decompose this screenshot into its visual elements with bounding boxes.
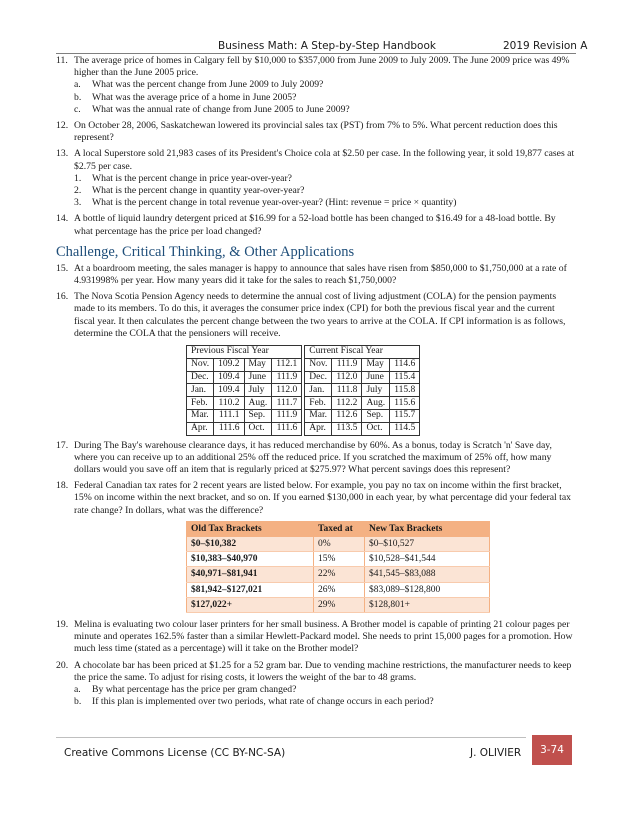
old-bracket-cell: $81,942–$127,021 — [187, 582, 314, 597]
cpi-value: 111.9 — [332, 358, 362, 371]
cpi-month: Dec. — [187, 371, 214, 384]
question-19 — [56, 619, 576, 656]
question-number: 14. — [56, 213, 69, 225]
cpi-row — [187, 422, 420, 435]
question-number: 13. — [56, 148, 69, 160]
sub-text: What was the average price of a home in June 2005? — [92, 91, 297, 103]
sub-text: If this plan is implemented over two periods, what rate of change occurs in each period? — [92, 696, 434, 708]
question-number: 20. — [56, 659, 69, 671]
sub-question — [74, 92, 576, 104]
cpi-value: 114.6 — [390, 358, 420, 371]
tax-row — [187, 567, 490, 582]
cpi-month: Mar. — [305, 410, 332, 423]
question-text: During The Bay's warehouse clearance days, it has reduced merchandise by 60%. As a bonus, today is Scratch 'n' Save day, where you can receive up to an additional 25% off the reduced price. If you scratched the maximum of 25% off, how many dollars would you save off an item that is regularly priced at $275.97? What percent savings does this represent? — [74, 439, 552, 476]
sub-text: What is the percent change in price year-over-year? — [92, 172, 292, 184]
question-text: At a boardroom meeting, the sales manager is happy to announce that sales have risen from $850,000 to $1,750,000 at a rate of 4.931998% per year. How many years did it take for the sales to reach $1,750,000? — [74, 262, 567, 287]
cpi-month: July — [244, 384, 272, 397]
cpi-table — [186, 345, 420, 436]
new-bracket-cell: $128,801+ — [365, 597, 490, 612]
question-text: A local Superstore sold 21,983 cases of its President's Choice cola at $2.50 per case. In the following year, it sold 19,877 cases at $2.75 per case. — [74, 148, 575, 172]
cpi-month: July — [362, 384, 390, 397]
cpi-month: Jan. — [305, 384, 332, 397]
old-bracket-cell: $0–$10,382 — [187, 537, 314, 552]
page-footer — [0, 735, 630, 765]
question-11 — [56, 55, 576, 116]
sub-text: By what percentage has the price per gram changed? — [92, 684, 297, 696]
cpi-month: Sep. — [362, 410, 390, 423]
cpi-month: Apr. — [187, 422, 214, 435]
question-text: The Nova Scotia Pension Agency needs to determine the annual cost of living adjustment (COLA) for the pension payments made to its members. To do this, it averages the consumer price index (CPI) for both the previous fiscal year and the current fiscal year. It then calculates the percent change between the two years to arrive at the COLA. If CPI information is as follows, determine the COLA that the pensioners will receive. — [74, 291, 566, 339]
cpi-month: June — [244, 371, 272, 384]
question-text: Melina is evaluating two colour laser printers for her small business. A Brother model is capable of printing 21 colour pages per minute and operates 162.5% faster than a similar Hewlett-Packard model. She needs to print 15,000 pages for a promotion. How much less time (stated as a percentage) will it take on the Brother model? — [74, 619, 573, 655]
taxed-at-header: Taxed at — [314, 521, 365, 536]
new-brackets-header: New Tax Brackets — [365, 521, 490, 536]
cpi-month: Oct. — [244, 422, 272, 435]
new-bracket-cell: $41,545–$83,088 — [365, 567, 490, 582]
cpi-month: Feb. — [187, 397, 214, 410]
cpi-month: Sep. — [244, 410, 272, 423]
sub-label: 3. — [74, 197, 82, 209]
rate-cell: 22% — [314, 567, 365, 582]
old-bracket-cell: $40,971–$81,941 — [187, 567, 314, 582]
footer-divider — [56, 737, 526, 738]
sub-label: a. — [74, 684, 81, 696]
tax-row — [187, 552, 490, 567]
rate-cell: 26% — [314, 582, 365, 597]
cpi-month: Jan. — [187, 384, 214, 397]
tax-row — [187, 597, 490, 612]
sub-question — [74, 696, 576, 708]
tax-header-row — [187, 521, 490, 536]
tax-bracket-table — [186, 521, 490, 613]
cpi-header-row — [187, 346, 420, 359]
cpi-row — [187, 358, 420, 371]
cpi-month: Mar. — [187, 410, 214, 423]
license-label: Creative Commons License (CC BY-NC-SA) — [64, 747, 286, 759]
previous-year-header: Previous Fiscal Year — [187, 346, 302, 359]
cpi-row — [187, 410, 420, 423]
sub-question — [74, 684, 576, 696]
cpi-month: June — [362, 371, 390, 384]
revision-label: 2019 Revision A — [503, 40, 588, 52]
cpi-month: Feb. — [305, 397, 332, 410]
question-text: Federal Canadian tax rates for 2 recent years are listed below. For example, you pay no tax on income within the first bracket, 15% on income within the next bracket, and so on. If you earned $130,000 in each year, by what percentage did your federal tax rate change? In dollars, what was the difference? — [74, 480, 571, 516]
question-text: A chocolate bar has been priced at $1.25 for a 52 gram bar. Due to vending machine restrictions, the manufacturer needs to keep the price the same. To adjust for rising costs, it lowers the weight of the bar to 48 grams. — [74, 659, 572, 683]
cpi-value: 115.6 — [390, 397, 420, 410]
page-number: 3-74 — [532, 735, 572, 765]
sub-question — [74, 104, 576, 116]
old-bracket-cell: $10,383–$40,970 — [187, 552, 314, 567]
cpi-value: 114.5 — [390, 422, 420, 435]
question-14 — [56, 213, 576, 237]
question-text: The average price of homes in Calgary fell by $10,000 to $357,000 from June 2009 to July 2009. The June 2009 price was 49% higher than the June 2005 price. — [74, 55, 570, 79]
cpi-rows — [187, 358, 420, 435]
question-20 — [56, 660, 576, 709]
question-number: 17. — [56, 439, 69, 451]
question-number: 19. — [56, 619, 69, 631]
question-17 — [56, 440, 576, 477]
question-12 — [56, 120, 576, 144]
header-divider — [56, 53, 576, 54]
cpi-value: 112.2 — [332, 397, 362, 410]
cpi-value: 109.2 — [214, 358, 244, 371]
question-text: On October 28, 2006, Saskatchewan lowered its provincial sales tax (PST) from 7% to 5%. What percent reduction does this represent? — [74, 120, 558, 144]
cpi-value: 111.6 — [214, 422, 244, 435]
exercise-content — [56, 55, 576, 713]
cpi-value: 111.9 — [272, 410, 302, 423]
cpi-value: 115.7 — [390, 410, 420, 423]
sub-question — [74, 173, 576, 185]
cpi-month: Dec. — [305, 371, 332, 384]
sub-question — [74, 197, 576, 209]
sub-label: b. — [74, 696, 82, 708]
sub-label: c. — [74, 103, 81, 115]
question-16 — [56, 291, 576, 340]
old-bracket-cell: $127,022+ — [187, 597, 314, 612]
current-year-header: Current Fiscal Year — [305, 346, 420, 359]
cpi-month: May — [362, 358, 390, 371]
question-15 — [56, 263, 576, 287]
cpi-month: Nov. — [305, 358, 332, 371]
cpi-value: 110.2 — [214, 397, 244, 410]
cpi-value: 112.0 — [272, 384, 302, 397]
question-number: 12. — [56, 120, 69, 132]
cpi-value: 112.0 — [332, 371, 362, 384]
sub-label: 1. — [74, 172, 82, 184]
sub-question — [74, 79, 576, 91]
cpi-value: 111.9 — [272, 371, 302, 384]
rate-cell: 29% — [314, 597, 365, 612]
author-label: J. OLIVIER — [470, 747, 522, 759]
cpi-value: 109.4 — [214, 371, 244, 384]
question-number: 11. — [56, 55, 68, 66]
book-title: Business Math: A Step-by-Step Handbook — [218, 40, 436, 52]
cpi-value: 115.8 — [390, 384, 420, 397]
tax-row — [187, 582, 490, 597]
tax-row — [187, 537, 490, 552]
sub-label: b. — [74, 91, 82, 103]
cpi-month: May — [244, 358, 272, 371]
cpi-value: 109.4 — [214, 384, 244, 397]
cpi-value: 112.1 — [272, 358, 302, 371]
cpi-value: 111.6 — [272, 422, 302, 435]
cpi-month: Apr. — [305, 422, 332, 435]
section-heading: Challenge, Critical Thinking, & Other Applications — [56, 243, 355, 260]
cpi-row — [187, 397, 420, 410]
cpi-month: Oct. — [362, 422, 390, 435]
rate-cell: 15% — [314, 552, 365, 567]
old-brackets-header: Old Tax Brackets — [187, 521, 314, 536]
sub-label: 2. — [74, 185, 82, 197]
cpi-month: Aug. — [244, 397, 272, 410]
cpi-value: 112.6 — [332, 410, 362, 423]
cpi-row — [187, 371, 420, 384]
question-number: 18. — [56, 480, 69, 492]
cpi-row — [187, 384, 420, 397]
question-18 — [56, 480, 576, 517]
question-number: 16. — [56, 291, 69, 303]
page-header — [0, 40, 630, 54]
sub-label: a. — [74, 79, 81, 91]
new-bracket-cell: $83,089–$128,800 — [365, 582, 490, 597]
cpi-month: Aug. — [362, 397, 390, 410]
cpi-value: 111.8 — [332, 384, 362, 397]
tax-rows — [187, 537, 490, 613]
question-13 — [56, 148, 576, 209]
sub-text: What was the percent change from June 2009 to July 2009? — [92, 79, 324, 91]
sub-question — [74, 185, 576, 197]
question-text: A bottle of liquid laundry detergent priced at $16.99 for a 52-load bottle has been changed to $16.49 for a 48-load bottle. By what percentage has the price per load changed? — [74, 213, 556, 237]
sub-text: What is the percent change in quantity year-over-year? — [92, 185, 305, 197]
sub-text: What is the percent change in total revenue year-over-year? (Hint: revenue = price × quantity) — [92, 197, 457, 209]
cpi-month: Nov. — [187, 358, 214, 371]
question-number: 15. — [56, 262, 69, 274]
cpi-value: 115.4 — [390, 371, 420, 384]
sub-text: What was the annual rate of change from June 2005 to June 2009? — [92, 103, 350, 115]
cpi-value: 111.1 — [214, 410, 244, 423]
cpi-value: 111.7 — [272, 397, 302, 410]
new-bracket-cell: $10,528–$41,544 — [365, 552, 490, 567]
rate-cell: 0% — [314, 537, 365, 552]
cpi-value: 113.5 — [332, 422, 362, 435]
new-bracket-cell: $0–$10,527 — [365, 537, 490, 552]
